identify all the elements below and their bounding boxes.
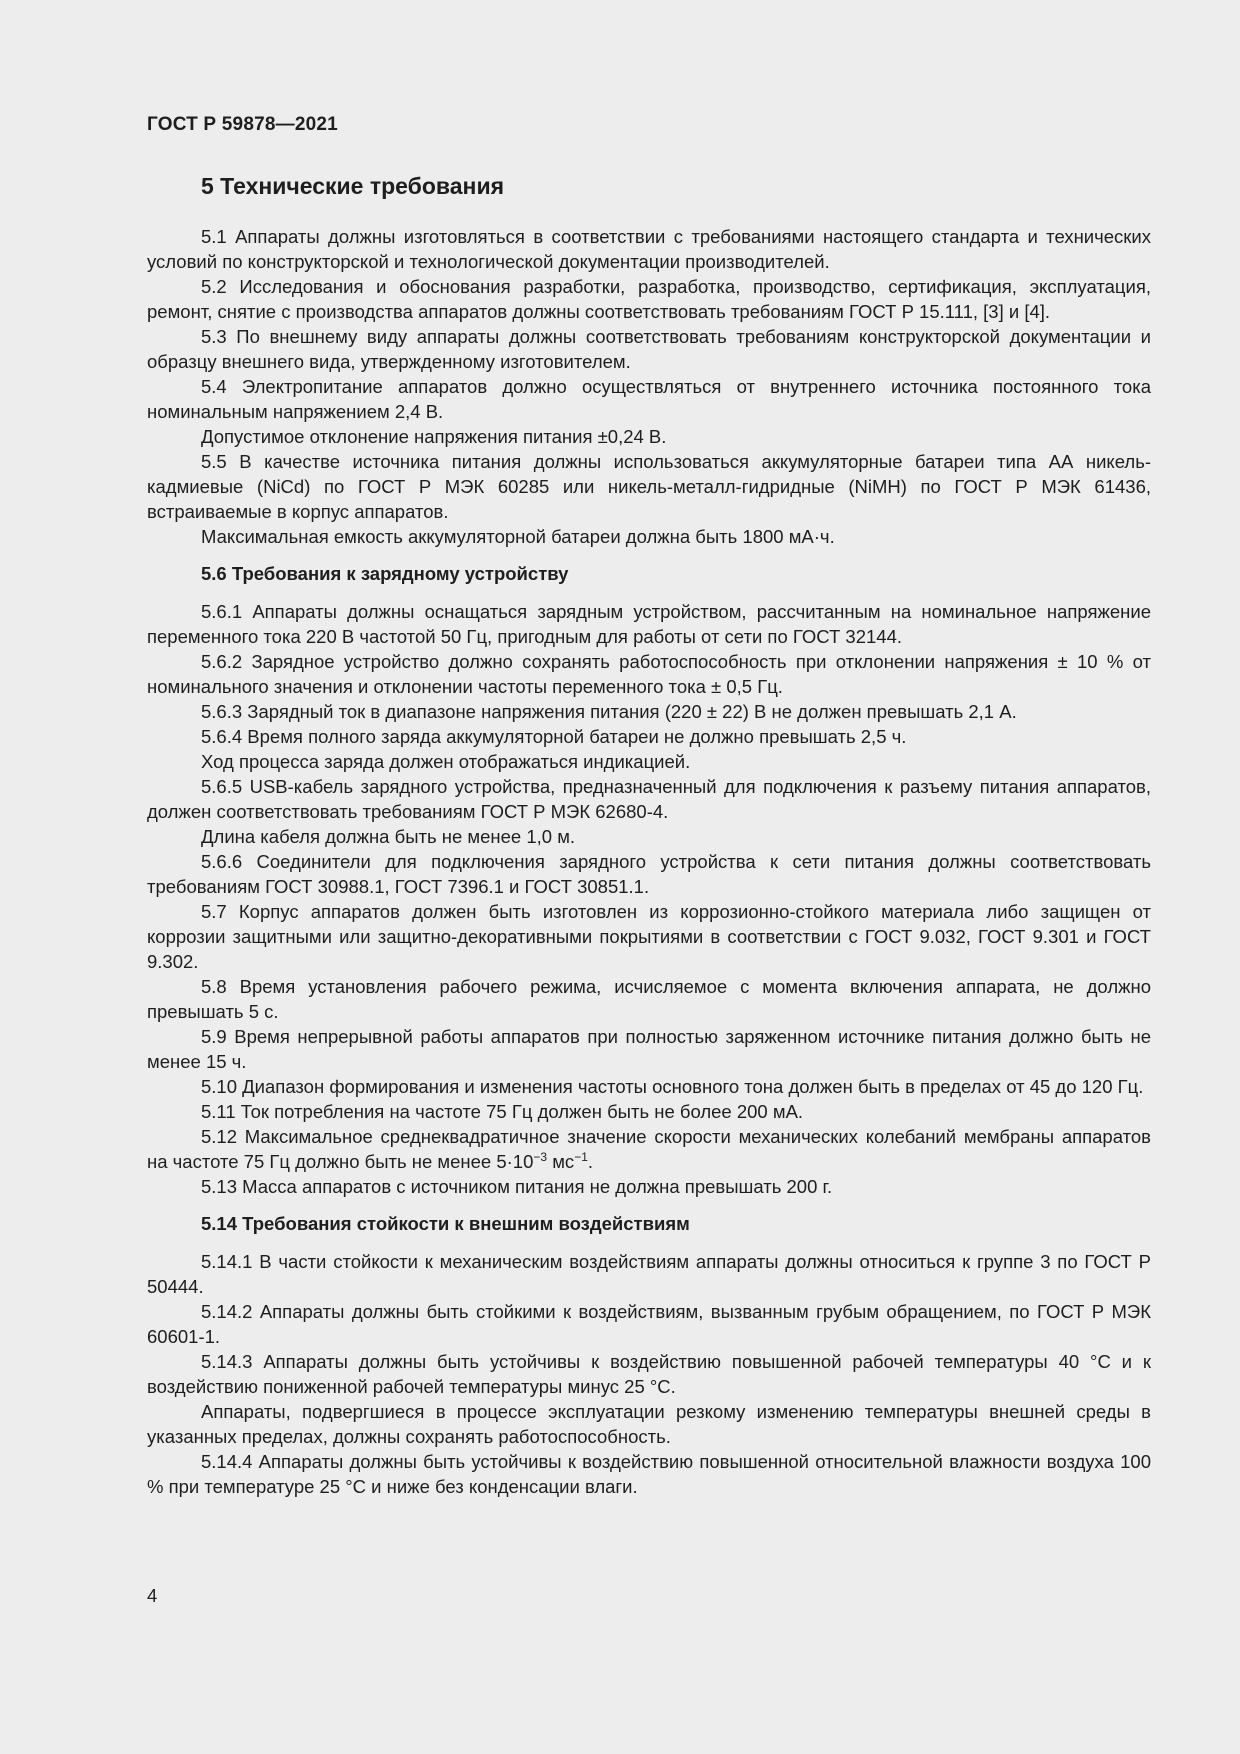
paragraph-5-6-4: 5.6.4 Время полного заряда аккумуляторной батареи не должно превышать 2,5 ч. bbox=[201, 726, 907, 747]
paragraph-5-6-1: 5.6.1 Аппараты должны оснащаться зарядным устройством, рассчитанным на номинальное напряжение переменного тока 220 В частотой 50 Гц, пригодным для работы от сети по ГОСТ 32144. bbox=[147, 601, 1151, 647]
paragraph-5-14-1: 5.14.1 В части стойкости к механическим воздействиям аппараты должны относиться к группе 3 по ГОСТ Р 50444. bbox=[147, 1251, 1151, 1297]
paragraph-charge-indication: Ход процесса заряда должен отображаться индикацией. bbox=[201, 751, 691, 772]
paragraph-voltage-tolerance: Допустимое отклонение напряжения питания ±0,24 В. bbox=[201, 426, 667, 447]
paragraph-5-6-6: 5.6.6 Соединители для подключения зарядного устройства к сети питания должны соответствовать требованиям ГОСТ 30988.1, ГОСТ 7396.1 и ГОСТ 30851.1. bbox=[147, 851, 1151, 897]
paragraph-5-1: 5.1 Аппараты должны изготовляться в соответствии с требованиями настоящего стандарта и технических условий по конструкторской и технологической документации производителей. bbox=[147, 226, 1151, 272]
paragraph-5-13: 5.13 Масса аппаратов с источником питания не должна превышать 200 г. bbox=[201, 1176, 833, 1197]
paragraph-5-5: 5.5 В качестве источника питания должны использоваться аккумуляторные батареи типа АА никель-кадмиевые (NiCd) по ГОСТ Р МЭК 60285 или никель-металл-гидридные (NiMH) по ГОСТ Р МЭК 61436, встраиваемые в корпус аппаратов. bbox=[147, 451, 1151, 522]
paragraph-5-3: 5.3 По внешнему виду аппараты должны соответствовать требованиям конструкторской документации и образцу внешнего вида, утвержденному изготовителем. bbox=[147, 326, 1151, 372]
paragraph-5-7: 5.7 Корпус аппаратов должен быть изготовлен из коррозионно-стойкого материала либо защищен от коррозии защитными или защитно-декоративными покрытиями в соответствии с ГОСТ 9.032, ГОСТ 9.301 и ГОСТ 9.302. bbox=[147, 901, 1151, 972]
page-number: 4 bbox=[147, 1585, 158, 1606]
subsection-title-5-6: 5.6 Требования к зарядному устройству bbox=[201, 563, 569, 584]
subsection-title-5-14: 5.14 Требования стойкости к внешним воздействиям bbox=[201, 1213, 690, 1234]
section-title: 5 Технические требования bbox=[201, 173, 504, 199]
paragraph-temperature-change: Аппараты, подвергшиеся в процессе эксплуатации резкому изменению температуры внешней среды в указанных пределах, должны сохранять работоспособность. bbox=[147, 1401, 1151, 1447]
document-body bbox=[147, 168, 1151, 1499]
paragraph-5-10: 5.10 Диапазон формирования и изменения частоты основного тона должен быть в пределах от 45 до 120 Гц. bbox=[201, 1076, 1144, 1097]
document-header: ГОСТ Р 59878—2021 bbox=[147, 114, 338, 135]
unit-text: мс bbox=[547, 1151, 575, 1172]
paragraph-5-2: 5.2 Исследования и обоснования разработки, разработка, производство, сертификация, эксплуатация, ремонт, снятие с производства аппаратов должны соответствовать требованиям ГОСТ Р 15.111, [3] и [4]. bbox=[147, 276, 1151, 322]
exponent-2: −1 bbox=[574, 1150, 588, 1164]
paragraph-5-12-end: . bbox=[587, 1151, 594, 1172]
paragraph-5-6-5: 5.6.5 USB-кабель зарядного устройства, предназначенный для подключения к разъему питания аппаратов, должен соответствовать требованиям ГОСТ Р МЭК 62680-4. bbox=[147, 776, 1151, 822]
paragraph-5-14-4: 5.14.4 Аппараты должны быть устойчивы к воздействию повышенной относительной влажности воздуха 100 % при температуре 25 °С и ниже без конденсации влаги. bbox=[147, 1451, 1151, 1497]
paragraph-5-4: 5.4 Электропитание аппаратов должно осуществляться от внутреннего источника постоянного тока номинальным напряжением 2,4 В. bbox=[147, 376, 1151, 422]
paragraph-5-12-text: 5.12 Максимальное среднеквадратичное значение скорости механических колебаний мембраны аппаратов на частоте 75 Гц должно быть не менее 5·10 bbox=[147, 1126, 1151, 1172]
paragraph-5-8: 5.8 Время установления рабочего режима, исчисляемое с момента включения аппарата, не должно превышать 5 с. bbox=[147, 976, 1151, 1022]
paragraph-5-14-3: 5.14.3 Аппараты должны быть устойчивы к воздействию повышенной рабочей температуры 40 °С и к воздействию пониженной рабочей температуры минус 25 °С. bbox=[147, 1351, 1151, 1397]
paragraph-5-6-2: 5.6.2 Зарядное устройство должно сохранять работоспособность при отклонении напряжения ± 10 % от номинального значения и отклонении частоты переменного тока ± 0,5 Гц. bbox=[147, 651, 1151, 697]
paragraph-5-14-2: 5.14.2 Аппараты должны быть стойкими к воздействиям, вызванным грубым обращением, по ГОСТ Р МЭК 60601-1. bbox=[147, 1301, 1151, 1347]
paragraph-cable-length: Длина кабеля должна быть не менее 1,0 м. bbox=[201, 826, 576, 847]
paragraph-5-6-3: 5.6.3 Зарядный ток в диапазоне напряжения питания (220 ± 22) В не должен превышать 2,1 А. bbox=[201, 701, 1017, 722]
exponent-1: −3 bbox=[533, 1150, 548, 1164]
paragraph-5-12 bbox=[147, 1124, 1151, 1174]
paragraph-battery-capacity: Максимальная емкость аккумуляторной батареи должна быть 1800 мА·ч. bbox=[201, 526, 835, 547]
paragraph-5-11: 5.11 Ток потребления на частоте 75 Гц должен быть не более 200 мА. bbox=[201, 1101, 804, 1122]
paragraph-5-9: 5.9 Время непрерывной работы аппаратов при полностью заряженном источнике питания должно быть не менее 15 ч. bbox=[147, 1026, 1151, 1072]
